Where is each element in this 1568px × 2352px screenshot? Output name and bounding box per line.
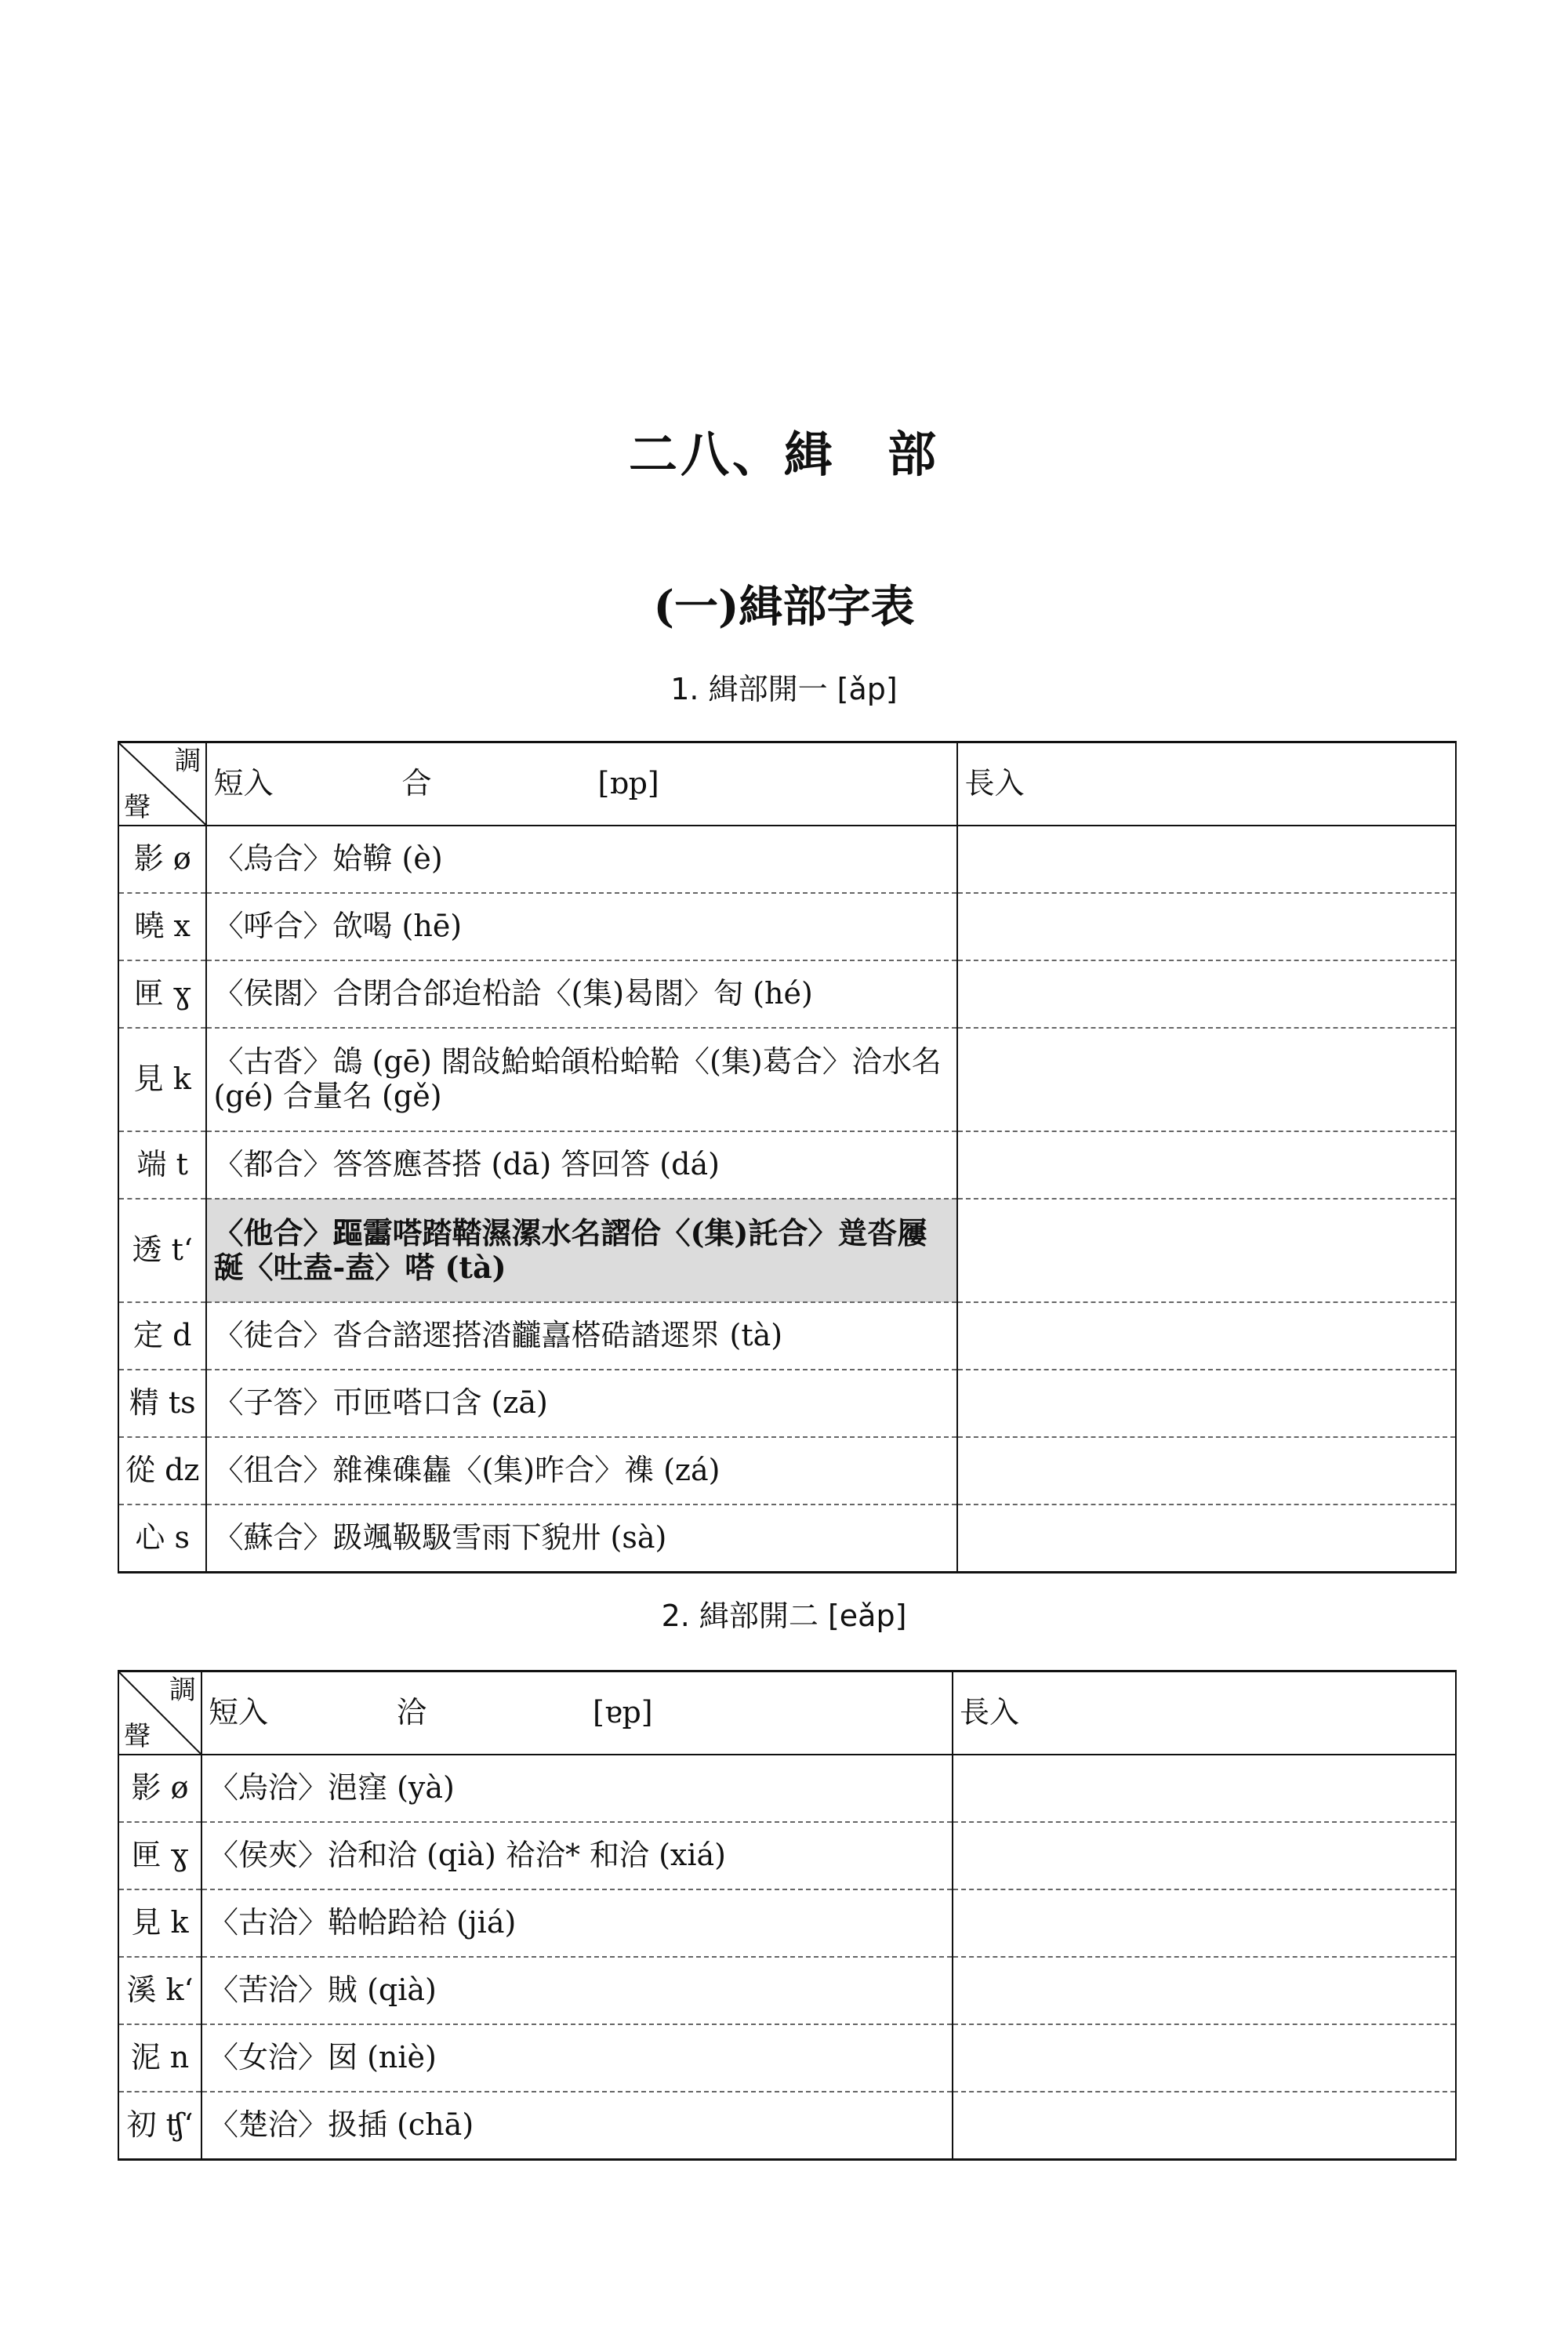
table-row xyxy=(118,1028,1456,1131)
table-row xyxy=(118,1504,1456,1573)
initial-cell: 心 s xyxy=(118,1504,206,1573)
table-row xyxy=(118,960,1456,1028)
long-entering-header: 長入 xyxy=(957,742,1456,826)
initial-cell: 匣 ɣ xyxy=(118,960,206,1028)
short-entering-cell: 〈徂合〉雜襍磼雥〈(集)昨合〉襍 (zá) xyxy=(206,1437,957,1504)
initial-label: 聲 xyxy=(124,791,151,823)
short-entering-cell: 〈古沓〉鴿 (gē) 閤敆鮯蛤頜柗蛤鞈〈(集)葛合〉洽水名 (gé) 合量名 (gě) xyxy=(206,1028,957,1131)
corner-cell xyxy=(118,742,206,826)
rhyme-name: 合 xyxy=(401,766,432,801)
table-caption: 2. 緝部開二 [eǎp] xyxy=(661,1599,907,1633)
tone-label: 調 xyxy=(169,1675,196,1706)
long-entering-cell xyxy=(953,1755,1456,1822)
table-row xyxy=(118,1889,1456,1957)
initial-cell: 從 dz xyxy=(118,1437,206,1504)
initial-cell: 溪 kʻ xyxy=(118,1957,201,2024)
rhyme-reconstruction: [ɐp] xyxy=(593,1695,653,1730)
initial-cell: 影 ø xyxy=(118,826,206,893)
initial-cell: 初 ʧʻ xyxy=(118,2092,201,2160)
rhyme-table xyxy=(118,741,1457,1573)
short-entering-cell: 〈徒合〉沓合諮遝搭涾龖譶榙硞誻遝眔 (tà) xyxy=(206,1302,957,1370)
short-entering-cell: 〈都合〉答答應荅搭 (dā) 答回答 (dá) xyxy=(206,1131,957,1199)
short-entering-header xyxy=(206,742,957,826)
initial-cell: 透 tʻ xyxy=(118,1199,206,1302)
long-entering-header: 長入 xyxy=(953,1671,1456,1755)
initial-label: 聲 xyxy=(124,1720,151,1752)
short-entering-cell: 〈子答〉帀匝嗒口含 (zā) xyxy=(206,1370,957,1437)
initial-cell: 見 k xyxy=(118,1889,201,1957)
short-entering-cell: 〈苦洽〉賊 (qià) xyxy=(201,1957,953,2024)
long-entering-cell xyxy=(953,1889,1456,1957)
table-row xyxy=(118,1822,1456,1889)
long-entering-cell xyxy=(953,2024,1456,2092)
short-entering-heading xyxy=(209,1696,946,1730)
initial-cell: 匣 ɣ xyxy=(118,1822,201,1889)
short-entering-cell: 〈烏洽〉浥窪 (yà) xyxy=(201,1755,953,1822)
long-entering-cell xyxy=(953,1957,1456,2024)
long-entering-cell xyxy=(957,1302,1456,1370)
short-entering-cell: 〈呼合〉欱喝 (hē) xyxy=(206,893,957,960)
chapter-title: 二八、緝 部 xyxy=(628,426,939,483)
initial-cell: 見 k xyxy=(118,1028,206,1131)
table-row xyxy=(118,2024,1456,2092)
initial-cell: 端 t xyxy=(118,1131,206,1199)
corner-cell xyxy=(118,1671,201,1755)
long-entering-cell xyxy=(957,1131,1456,1199)
rhyme-table xyxy=(118,1670,1457,2161)
long-entering-cell xyxy=(953,1822,1456,1889)
table-caption: 1. 緝部開一 [ǎp] xyxy=(670,672,898,706)
table-row xyxy=(118,1131,1456,1199)
tone-label: 調 xyxy=(174,746,201,777)
header-row xyxy=(118,1671,1456,1755)
header-row xyxy=(118,742,1456,826)
short-entering-cell: 〈楚洽〉扱插 (chā) xyxy=(201,2092,953,2160)
short-entering-cell: 〈女洽〉囡 (niè) xyxy=(201,2024,953,2092)
long-entering-cell xyxy=(957,826,1456,893)
short-entering-header xyxy=(201,1671,953,1755)
initial-cell: 定 d xyxy=(118,1302,206,1370)
short-entering-cell: 〈烏合〉姶鞥 (è) xyxy=(206,826,957,893)
short-entering-cell: 〈侯閤〉合閉合郃迨柗詥〈(集)曷閤〉匌 (hé) xyxy=(206,960,957,1028)
long-entering-cell xyxy=(957,1370,1456,1437)
long-entering-cell xyxy=(957,1504,1456,1573)
short-entering-label: 短入 xyxy=(213,766,274,801)
table-row xyxy=(118,1437,1456,1504)
long-entering-cell xyxy=(957,960,1456,1028)
initial-cell: 影 ø xyxy=(118,1755,201,1822)
short-entering-cell: 〈古洽〉鞈帢跲袷 (jiá) xyxy=(201,1889,953,1957)
initial-cell: 曉 x xyxy=(118,893,206,960)
long-entering-cell xyxy=(957,893,1456,960)
section-title: (一)緝部字表 xyxy=(653,581,915,633)
table-row xyxy=(118,893,1456,960)
table-row xyxy=(118,826,1456,893)
table-row xyxy=(118,2092,1456,2160)
long-entering-cell xyxy=(957,1028,1456,1131)
short-entering-label: 短入 xyxy=(209,1695,269,1730)
short-entering-cell: 〈侯夾〉洽和洽 (qià) 祫洽* 和洽 (xiá) xyxy=(201,1822,953,1889)
table-row xyxy=(118,1370,1456,1437)
long-entering-cell xyxy=(957,1199,1456,1302)
long-entering-cell xyxy=(953,2092,1456,2160)
long-entering-cell xyxy=(957,1437,1456,1504)
initial-cell: 泥 n xyxy=(118,2024,201,2092)
short-entering-cell: 〈他合〉𨄅𩆘嗒踏鞜濕漯水名謵佮〈(集)託合〉𨂝沓屨𦧝〈吐盍-盍〉嗒 (tà) xyxy=(206,1199,957,1302)
initial-cell: 精 ts xyxy=(118,1370,206,1437)
table-row xyxy=(118,1199,1456,1302)
table-row xyxy=(118,1302,1456,1370)
table-row xyxy=(118,1957,1456,2024)
rhyme-reconstruction: [ɒp] xyxy=(597,766,659,801)
table-row xyxy=(118,1755,1456,1822)
short-entering-cell: 〈蘇合〉趿颯靸馺雪雨下貌卅 (sà) xyxy=(206,1504,957,1573)
short-entering-heading xyxy=(213,767,950,801)
rhyme-name: 洽 xyxy=(397,1695,427,1730)
